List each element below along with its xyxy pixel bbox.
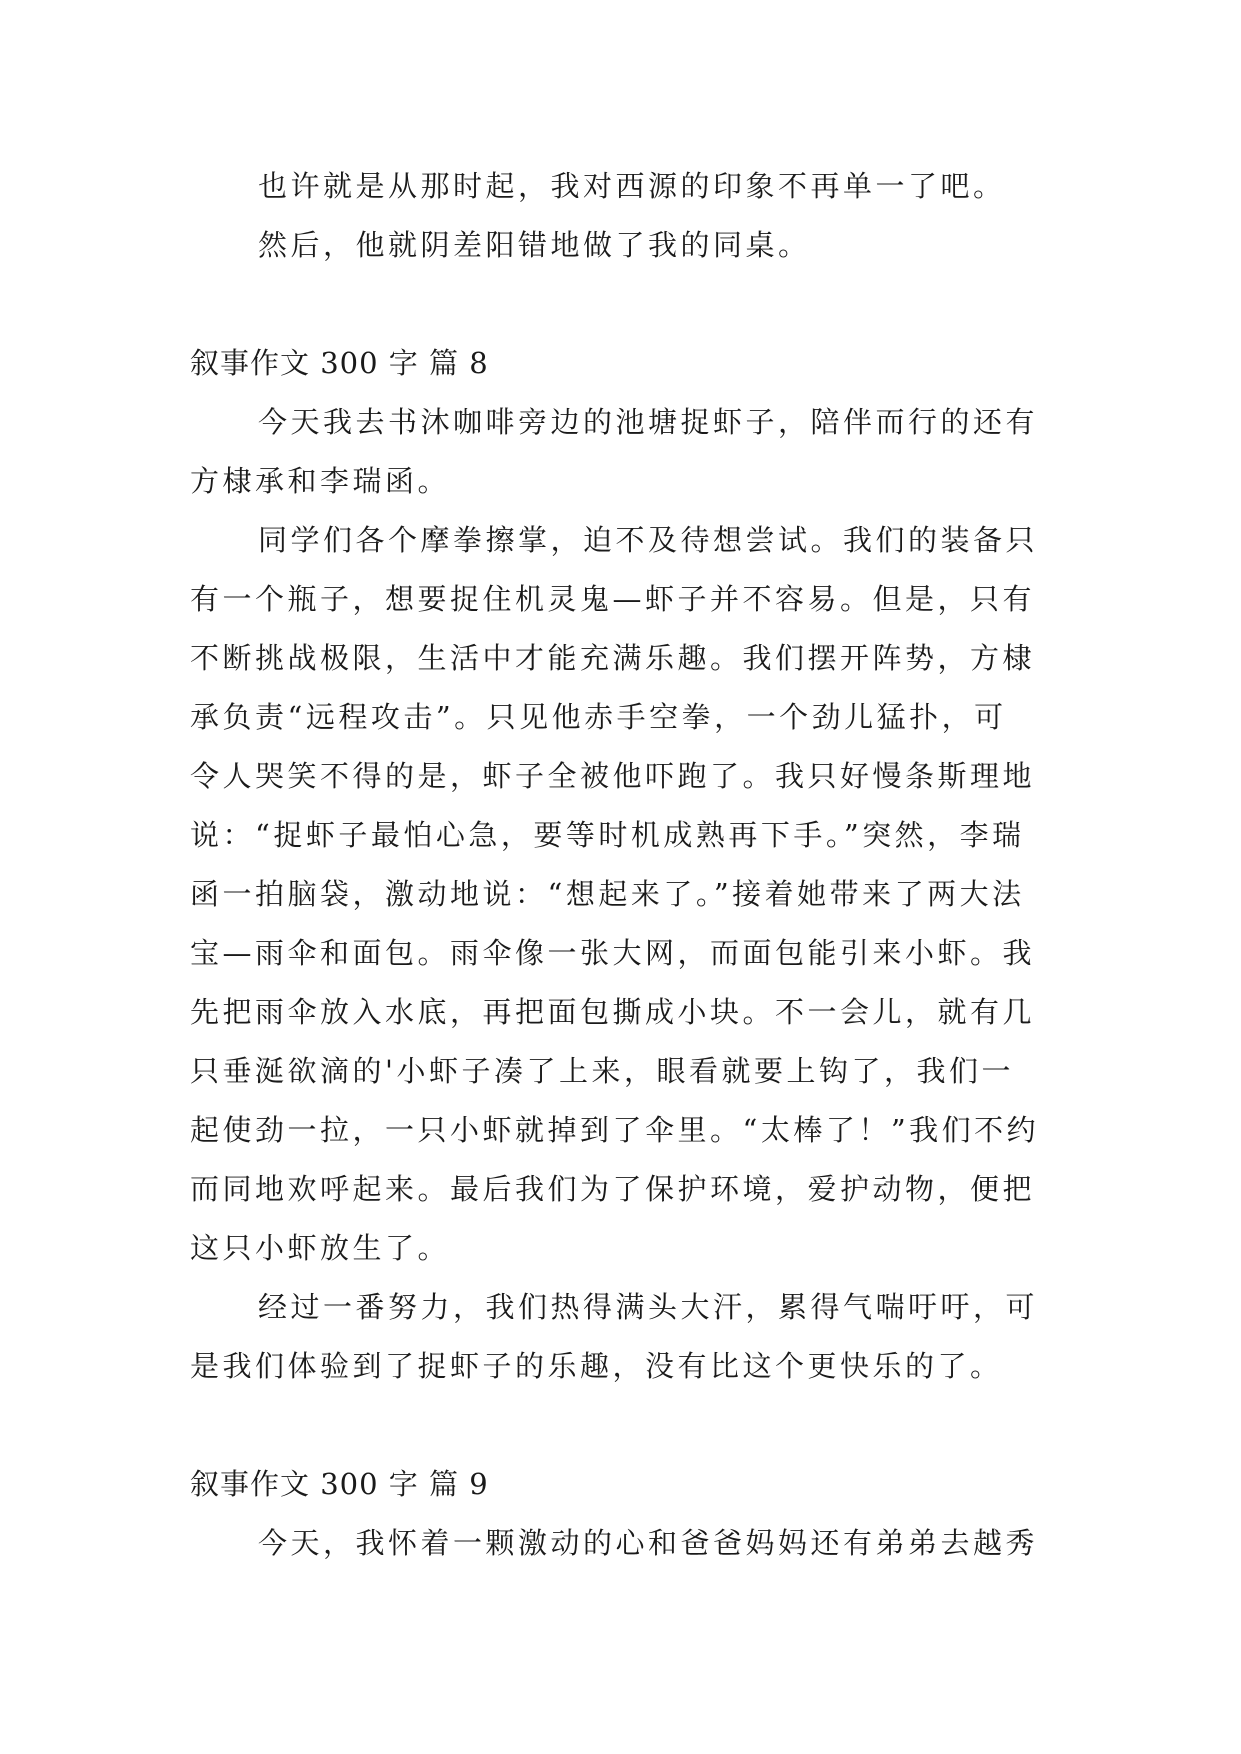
paragraph-line: 宝—雨伞和面包。雨伞像一张大网，而面包能引来小虾。我 <box>190 936 1036 970</box>
paragraph-line: 方棣承和李瑞函。 <box>190 464 451 498</box>
paragraph-line: 起使劲一拉，一只小虾就掉到了伞里。“太棒了！”我们不约 <box>190 1113 1040 1147</box>
paragraph-line: 经过一番努力，我们热得满头大汗，累得气喘吁吁，可 <box>258 1290 1039 1324</box>
paragraph-line: 而同地欢呼起来。最后我们为了保护环境，爱护动物，便把 <box>190 1172 1036 1206</box>
paragraph-line: 先把雨伞放入水底，再把面包撕成小块。不一会儿，就有几 <box>190 995 1036 1029</box>
paragraph-line: 说：“捉虾子最怕心急，要等时机成熟再下手。”突然，李瑞 <box>190 818 1025 852</box>
paragraph-line: 同学们各个摩拳擦掌，迫不及待想尝试。我们的装备只 <box>258 523 1039 557</box>
paragraph-line: 也许就是从那时起，我对西源的印象不再单一了吧。 <box>258 169 1006 203</box>
paragraph-line: 然后，他就阴差阳错地做了我的同桌。 <box>258 228 811 262</box>
paragraph-line: 函一拍脑袋，激动地说：“想起来了。”接着她带来了两大法 <box>190 877 1025 911</box>
paragraph-line: 承负责“远程攻击”。只见他赤手空拳，一个劲儿猛扑，可 <box>190 700 1007 734</box>
paragraph-line: 今天我去书沐咖啡旁边的池塘捉虾子，陪伴而行的还有 <box>258 405 1039 439</box>
paragraph-line: 今天，我怀着一颗激动的心和爸爸妈妈还有弟弟去越秀 <box>258 1526 1039 1560</box>
section-heading-8: 叙事作文 300 字 篇 8 <box>190 346 489 380</box>
paragraph-line: 令人哭笑不得的是，虾子全被他吓跑了。我只好慢条斯理地 <box>190 759 1036 793</box>
paragraph-line: 这只小虾放生了。 <box>190 1231 451 1265</box>
paragraph-line: 只垂涎欲滴的'小虾子凑了上来，眼看就要上钩了，我们一 <box>190 1054 1014 1088</box>
section-heading-9: 叙事作文 300 字 篇 9 <box>190 1467 489 1501</box>
paragraph-line: 是我们体验到了捉虾子的乐趣，没有比这个更快乐的了。 <box>190 1349 1003 1383</box>
paragraph-line: 有一个瓶子，想要捉住机灵鬼—虾子并不容易。但是，只有 <box>190 582 1036 616</box>
paragraph-line: 不断挑战极限，生活中才能充满乐趣。我们摆开阵势，方棣 <box>190 641 1036 675</box>
